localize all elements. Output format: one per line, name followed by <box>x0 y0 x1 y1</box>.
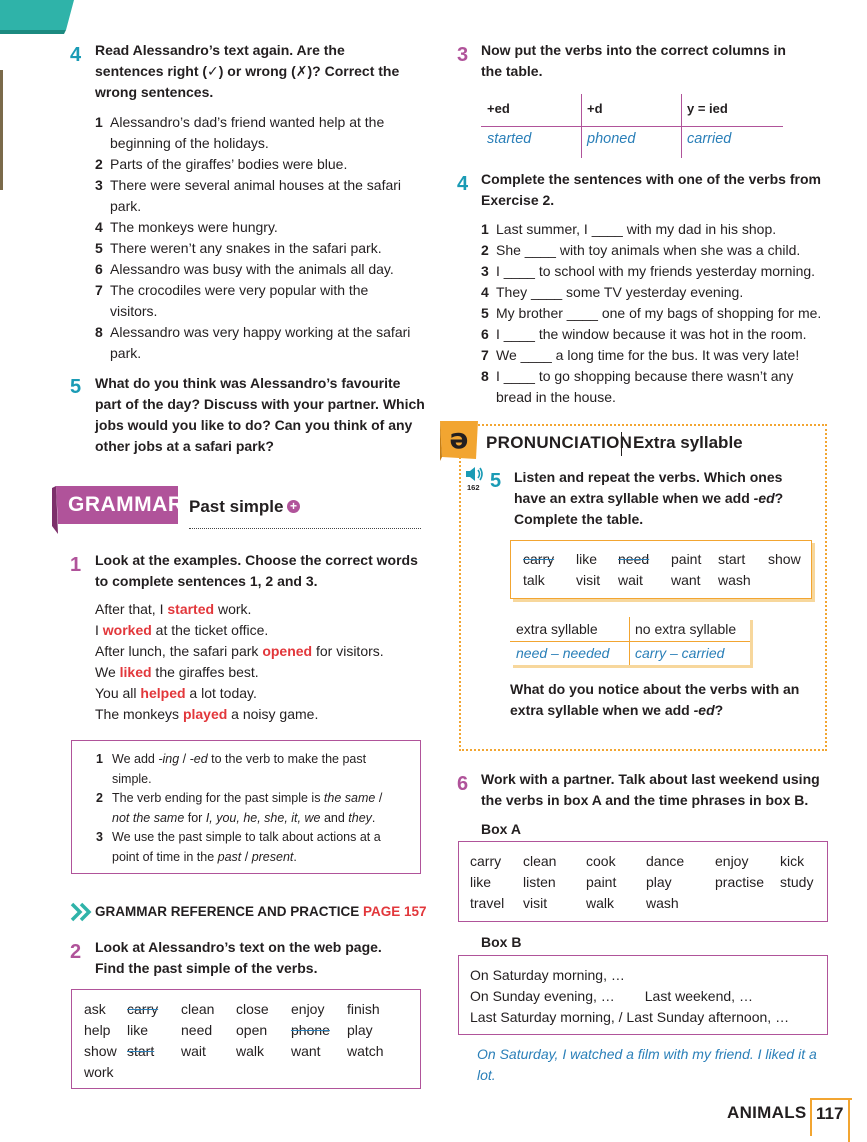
table-cell: carried <box>687 131 732 147</box>
exercise-instruction: Work with a partner. Talk about last weekend using the verbs in box A and the time phrases in box B. <box>481 771 820 808</box>
rule-1: 1 We add -ing / -ed to the verb to make the past simple. <box>96 752 367 786</box>
item-number: 4 <box>95 219 103 235</box>
item-number: 3 <box>95 177 103 193</box>
word-item: walk <box>586 895 615 911</box>
column-header: no extra syllable <box>635 621 737 637</box>
word-item: want <box>291 1043 321 1059</box>
syllable-table <box>510 617 750 665</box>
word-item: need <box>181 1022 213 1038</box>
word-item: show <box>84 1043 117 1059</box>
word-item: watch <box>347 1043 384 1059</box>
column-header: +ed <box>487 101 510 116</box>
word-item: phone <box>291 1022 330 1038</box>
rule-3: 3 We use the past simple to talk about actions at a point of time in the past / present. <box>96 830 381 864</box>
schwa-badge <box>440 421 478 459</box>
sentence-list <box>95 112 415 364</box>
word-item: kick <box>780 853 805 869</box>
word-item: help <box>84 1022 111 1038</box>
word-item: need <box>618 551 650 567</box>
highlighted-verb: liked <box>119 664 152 680</box>
word-item: carry <box>470 853 502 869</box>
choice-option[interactable]: present <box>251 849 294 864</box>
item-number: 7 <box>481 347 489 363</box>
item-number: 1 <box>95 114 103 130</box>
example-sentence: After lunch, the safari park opened for visitors. <box>95 643 384 659</box>
exercise-instruction: What do you think was Alessandro’s favourite part of the day? Discuss with your partner. Which jobs would you like to do? Can you think of any other jobs at a safari park? <box>95 375 425 454</box>
table-cell: started <box>487 131 532 147</box>
list-item <box>481 240 831 261</box>
choice-option[interactable]: -ing <box>158 752 180 766</box>
word-item: open <box>236 1022 268 1038</box>
time-phrase: Last Saturday morning, / Last Sunday afternoon, … <box>470 1009 790 1025</box>
audio-icon[interactable] <box>465 466 485 482</box>
word-item: enjoy <box>291 1001 325 1017</box>
list-item <box>481 324 831 345</box>
exercise-number: 5 <box>490 470 502 492</box>
page-edge-accent <box>848 1098 850 1142</box>
example-sentence: You all helped a lot today. <box>95 685 257 701</box>
grammar-tag <box>52 486 184 534</box>
exercise-number: 5 <box>70 376 82 398</box>
page-number: 117 <box>816 1104 844 1123</box>
rules-box <box>71 740 421 874</box>
word-item: show <box>768 551 801 567</box>
unit-title: ANIMALS <box>727 1103 807 1122</box>
word-item: wash <box>646 895 679 911</box>
item-text: Alessandro was very happy working at the safari park. <box>110 324 411 361</box>
time-phrase: On Saturday morning, … <box>470 967 625 983</box>
grammar-title: Past simple <box>189 497 284 516</box>
item-text: They ____ some TV yesterday evening. <box>496 284 744 300</box>
item-text: She ____ with toy animals when she was a child. <box>496 242 801 258</box>
highlighted-verb: worked <box>102 622 152 638</box>
word-item: study <box>780 874 814 890</box>
word-item: travel <box>470 895 505 911</box>
grammar-label: GRAMMAR <box>68 493 184 516</box>
item-text: Alessandro was busy with the animals all day. <box>110 261 394 277</box>
verb-columns-table <box>481 94 783 158</box>
word-item: like <box>127 1022 149 1038</box>
word-item: ask <box>84 1001 106 1017</box>
table-cell: carry – carried <box>635 645 725 661</box>
list-item <box>481 219 831 240</box>
item-number: 6 <box>481 326 489 342</box>
highlighted-verb: played <box>182 706 228 722</box>
example-sentence: We liked the giraffes best. <box>95 664 259 680</box>
item-text: My brother ____ one of my bags of shopping for me. <box>496 305 822 321</box>
list-item <box>95 217 415 238</box>
item-number: 1 <box>481 221 489 237</box>
pronunciation-word-box <box>510 540 812 599</box>
word-item: like <box>576 551 598 567</box>
item-text: Last summer, I ____ with my dad in his shop. <box>496 221 777 237</box>
item-number: 8 <box>95 324 103 340</box>
table-cell: need – needed <box>516 645 610 661</box>
word-item: start <box>127 1043 155 1059</box>
list-item <box>95 175 415 217</box>
item-number: 2 <box>95 156 103 172</box>
choice-option[interactable]: -ed <box>189 752 208 766</box>
table-cell: phoned <box>587 131 636 147</box>
item-text: There were several animal houses at the safari park. <box>110 177 402 214</box>
item-text: The monkeys were hungry. <box>110 219 278 235</box>
list-item <box>481 366 831 408</box>
verb-box <box>71 989 421 1089</box>
exercise-number: 3 <box>457 44 469 66</box>
highlighted-verb: helped <box>140 685 186 701</box>
list-item <box>95 154 415 175</box>
list-item <box>95 238 415 259</box>
word-item: clean <box>181 1001 215 1017</box>
word-item: listen <box>523 874 556 890</box>
word-item: visit <box>576 572 601 588</box>
word-item: wait <box>181 1043 206 1059</box>
box-a-label: Box A <box>481 821 521 837</box>
column-header: extra syllable <box>516 621 598 637</box>
divider <box>189 528 421 529</box>
audio-track-number: 162 <box>467 483 480 492</box>
word-item: carry <box>523 551 555 567</box>
item-text: I ____ the window because it was hot in the room. <box>496 326 807 342</box>
highlighted-verb: opened <box>262 643 313 659</box>
item-number: 2 <box>481 242 489 258</box>
exercise-instruction: Read Alessandro’s text again. Are the sentences right (✓) or wrong (✗)? Correct the wrong sentences. <box>95 42 400 100</box>
word-item: wait <box>618 572 643 588</box>
word-item: start <box>718 551 746 567</box>
item-text: Parts of the giraffes’ bodies were blue. <box>110 156 348 172</box>
exercise-instruction: Complete the sentences with one of the verbs from Exercise 2. <box>481 171 821 208</box>
word-item: play <box>646 874 672 890</box>
corner-decoration <box>0 0 80 34</box>
word-item: paint <box>586 874 617 890</box>
pronunciation-title: PRONUNCIATION <box>486 433 633 452</box>
example-answer: On Saturday, I watched a film with my friend. I liked it a lot. <box>477 1046 817 1083</box>
item-number: 8 <box>481 368 489 384</box>
word-item: enjoy <box>715 853 749 869</box>
rule-2: 2 The verb ending for the past simple is the same / not the same for I, you, he, she, it, we and they. <box>96 791 383 825</box>
list-item <box>481 303 831 324</box>
pronunciation-subtitle: Extra syllable <box>633 433 743 452</box>
grammar-reference-link[interactable]: GRAMMAR REFERENCE AND PRACTICE PAGE 157 <box>95 904 427 919</box>
choice-option[interactable]: not the same <box>112 810 185 825</box>
item-number: 6 <box>95 261 103 277</box>
list-item <box>95 280 415 322</box>
example-sentence: The monkeys played a noisy game. <box>95 706 319 722</box>
word-item: play <box>347 1022 373 1038</box>
example-sentence: After that, I started work. <box>95 601 252 617</box>
word-item: work <box>84 1064 114 1080</box>
item-number: 5 <box>95 240 103 256</box>
example-sentences <box>95 599 425 725</box>
list-item <box>481 345 831 366</box>
list-item <box>95 112 415 154</box>
exercise-instruction: Look at the examples. Choose the correct words to complete sentences 1, 2 and 3. <box>95 552 418 589</box>
list-item <box>95 259 415 280</box>
exercise-number: 2 <box>70 941 82 963</box>
time-phrase: Last weekend, … <box>644 988 753 1004</box>
item-number: 3 <box>481 263 489 279</box>
word-item: want <box>671 572 701 588</box>
exercise-number: 1 <box>70 554 82 576</box>
column-header: +d <box>587 101 603 116</box>
choice-option[interactable]: past <box>217 849 242 864</box>
choice-option[interactable]: the same <box>323 791 376 805</box>
item-number: 5 <box>481 305 489 321</box>
word-item: cook <box>586 853 616 869</box>
word-item: visit <box>523 895 548 911</box>
word-item: finish <box>347 1001 380 1017</box>
pronunciation-question: What do you notice about the verbs with an extra syllable when we add -ed? <box>510 681 800 718</box>
word-item: talk <box>523 572 545 588</box>
word-item: paint <box>671 551 702 567</box>
title-divider <box>621 432 622 456</box>
highlighted-verb: started <box>167 601 215 617</box>
list-item <box>481 261 831 282</box>
exercise-instruction: Listen and repeat the verbs. Which ones have an extra syllable when we add -ed? Complete the table. <box>514 469 784 527</box>
word-item: clean <box>523 853 557 869</box>
word-item: carry <box>127 1001 159 1017</box>
item-number: 7 <box>95 282 103 298</box>
item-text: There weren’t any snakes in the safari park. <box>110 240 382 256</box>
word-item: close <box>236 1001 269 1017</box>
word-item: dance <box>646 853 685 869</box>
word-item: wash <box>718 572 751 588</box>
page-number-tab <box>810 1098 852 1136</box>
exercise-number: 4 <box>70 44 82 66</box>
item-text: Alessandro’s dad’s friend wanted help at the beginning of the holidays. <box>110 114 385 151</box>
box-b-label: Box B <box>481 934 522 950</box>
schwa-symbol: ə <box>449 422 469 455</box>
box-b <box>458 955 828 1035</box>
item-text: The crocodiles were very popular with the visitors. <box>110 282 369 319</box>
exercise-number: 6 <box>457 773 469 795</box>
double-chevron-icon <box>70 902 94 922</box>
box-a <box>458 841 828 922</box>
word-item: practise <box>715 874 765 890</box>
word-item: walk <box>236 1043 265 1059</box>
plus-icon: + <box>287 500 300 513</box>
item-text: We ____ a long time for the bus. It was very late! <box>496 347 800 363</box>
page-edge-photo <box>0 70 3 190</box>
column-header: y = ied <box>687 101 728 116</box>
item-text: I ____ to go shopping because there wasn’t any bread in the house. <box>496 368 794 405</box>
item-number: 4 <box>481 284 489 300</box>
exercise-instruction: Now put the verbs into the correct columns in the table. <box>481 42 786 79</box>
exercise-instruction: Look at Alessandro’s text on the web page. Find the past simple of the verbs. <box>95 939 382 976</box>
exercise-number: 4 <box>457 173 469 195</box>
item-text: I ____ to school with my friends yesterday morning. <box>496 263 816 279</box>
sentence-list <box>481 219 831 408</box>
list-item <box>95 322 415 364</box>
example-sentence: I worked at the ticket office. <box>95 622 269 638</box>
list-item <box>481 282 831 303</box>
time-phrase: On Sunday evening, … <box>470 988 615 1004</box>
word-item: like <box>470 874 492 890</box>
